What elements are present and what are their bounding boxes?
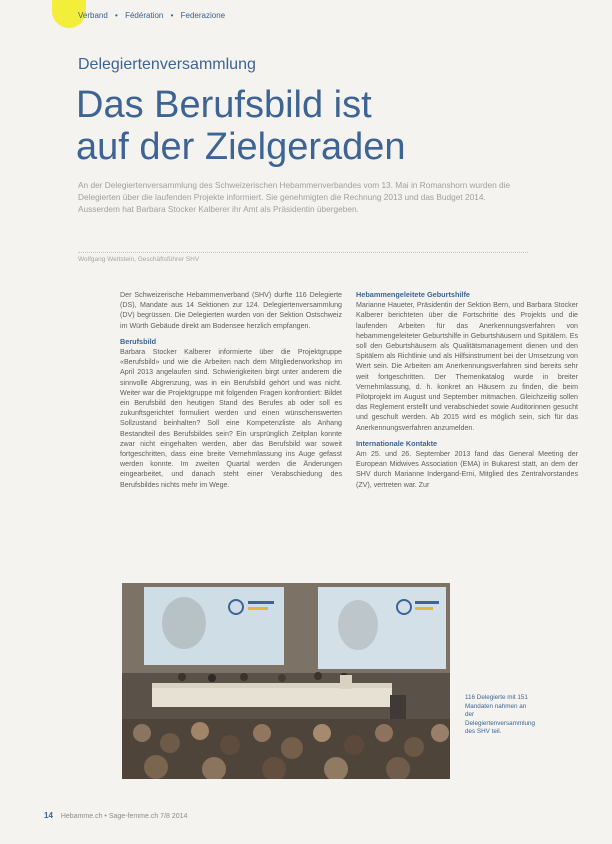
- right-text-column: [356, 290, 578, 496]
- breadcrumb-item-verband: Verband: [78, 11, 108, 20]
- left-text-column: [120, 290, 342, 496]
- section-heading-geburtshilfe: Hebammengeleitete Geburtshilfe: [356, 290, 470, 299]
- lead-divider: [78, 252, 528, 253]
- breadcrumb: [78, 11, 230, 20]
- geburtshilfe-paragraph: Marianne Haueter, Präsidentin der Sektion Bern, und Barbara Stocker Kalberer berichteten über die Fortschritte des Projekts und die laufenden Arbeiten für das Anerkennungsverfahren von hebammengeleiteter Geburtshilfe in Geburtshäusern und Spitälern. Es soll den Geburtshäusern als Qualitätsmanagement dienen und den Spitälern als Richtlinie und als Hilfsinstrument bei der Umsetzung von Wert sein. Die Arbeiten am Anerkennungsverfahren sind bereits sehr weit fortgeschritten. Der Themenkatalog wurde in breiter Vernehmlassung, d. h. konkret an Häusern zu finden, die beim Pilotprojekt im August und September mitmachen. Gleichzeitig sollen das Reglement erstellt und verabschiedet sowie Auditorinnen gesucht und geschult werden. Ab 2015 wird es möglich sein, sich für das Anerkennungsverfahren anzumelden.: [356, 301, 578, 432]
- intro-paragraph: Der Schweizerische Hebammenverband (SHV) durfte 116 Delegierte (DS), Mandate aus 14 Sektionen zur 124. Delegiertenversammlung (DV) begrüssen. Die Delegierten wurden von der Sektion Ostschweiz im Würth Gebäude direkt am Bodensee herzlich empfangen.: [120, 291, 342, 330]
- photo-caption: 116 Delegierte mit 151 Mandaten nahmen an der Delegiertenversammlung des SHV teil.: [465, 694, 535, 735]
- berufsbild-paragraph: Barbara Stocker Kalberer informierte über die Projektgruppe «Berufsbild» und wie die Arbeiten nach dem Mitgliederworkshop im April 2013 angelaufen sind. Schwierigkeiten birgt unter anderem die sinnvolle Abgrenzung, was in ein Berufsbild gehört und was nicht. Weiter war die Projektgruppe mit folgenden Fragen konfrontiert: Bildet ein Berufsbild den heutigen Stand des Berufes ab oder soll es zukunftsgerichtet formuliert werden und einen wünschenswerten Sollzustand beinhalten? Soll eine Kompetenzliste als Anhang Bestandteil des Berufsbildes sein? Ein ursprünglich Zeitplan konnte zwar nicht eingehalten werden, aber das Berufsbild war soweit fortgeschritten, dass eine breite Vernehmlassung ins Auge gefasst werden konnte. Im zweiten Quartal werden die Änderungen eingearbeitet, und danach steht einer Verabschiedung des Berufsbildes nichts mehr im Wege.: [120, 348, 342, 489]
- breadcrumb-item-federazione: Federazione: [180, 11, 226, 20]
- headline-line-1: Das Berufsbild ist: [76, 84, 372, 126]
- breadcrumb-separator: •: [170, 11, 174, 20]
- section-heading-internationale-kontakte: Internationale Kontakte: [356, 438, 438, 448]
- assembly-photo: [122, 583, 450, 779]
- headline-line-2: auf der Zielgeraden: [76, 126, 406, 168]
- article-lead: An der Delegiertenversammlung des Schweizerischen Hebammenverbandes vom 13. Mai in Romanshorn wurden die Delegierten über die laufenden Projekte informiert. Sie genehmigten die Rechnung 2013 und das Budget 2014. Ausserdem hat Barbara Stocker Kalberer ihr Amt als Präsidentin übergeben.: [78, 180, 511, 214]
- article-kicker: Delegiertenversammlung: [78, 56, 256, 73]
- section-heading-berufsbild: Berufsbild: [120, 336, 157, 346]
- publication-info: Hebamme.ch • Sage-femme.ch 7/8 2014: [60, 813, 188, 820]
- article-headline: [76, 84, 556, 168]
- article-author: Wolfgang Wettstein, Geschäftsführer SHV: [78, 256, 200, 263]
- breadcrumb-item-federation: Fédération: [125, 11, 164, 20]
- internationale-kontakte-paragraph: Am 25. und 26. September 2013 fand das General Meeting der European Midwives Association (EMA) in Bukarest statt, an dem der SHV durch Marianne Indergand-Erni, Mitglied des Zentralvorstandes (ZV), vertreten war. Zur: [356, 450, 578, 489]
- page-footer: [44, 811, 187, 820]
- page-number: 14: [44, 811, 53, 820]
- breadcrumb-separator: •: [115, 11, 118, 20]
